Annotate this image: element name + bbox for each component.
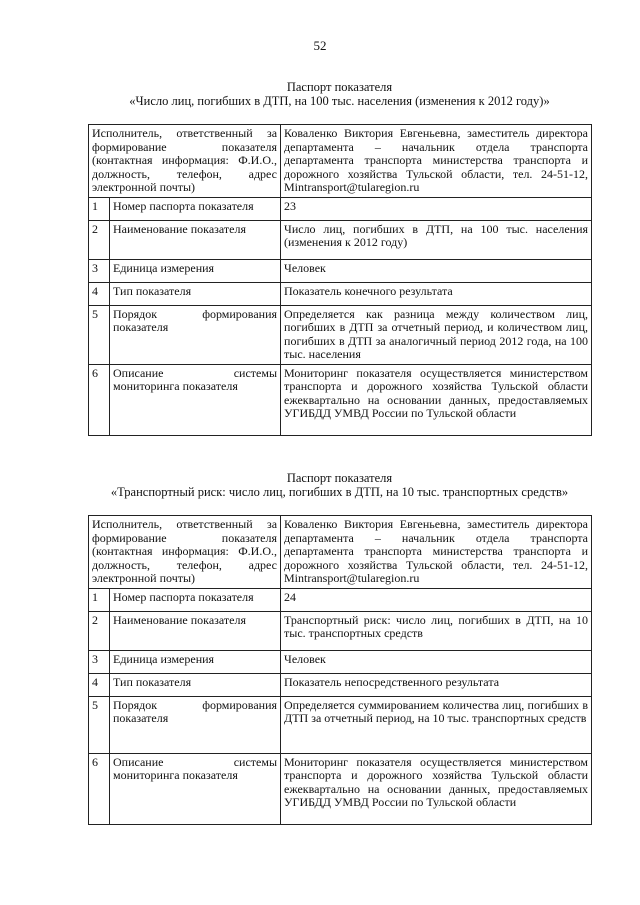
row-label: Описание системы мониторинга показателя — [110, 364, 281, 435]
table-row — [89, 282, 592, 305]
row-label: Наименование показателя — [110, 220, 281, 259]
row-number: 4 — [89, 282, 110, 305]
row-label: Описание системы мониторинга показателя — [110, 753, 281, 824]
passport-table — [88, 124, 592, 436]
passport-block-1 — [88, 80, 591, 436]
row-number: 2 — [89, 611, 110, 650]
row-label: Номер паспорта показателя — [110, 197, 281, 220]
row-label: Тип показателя — [110, 673, 281, 696]
row-value: Транспортный риск: число лиц, погибших в ДТП, на 10 тыс. транспортных средств — [281, 611, 592, 650]
table-row — [89, 753, 592, 824]
table-row — [89, 588, 592, 611]
table-row-executor — [89, 125, 592, 198]
executor-value: Коваленко Виктория Евгеньевна, заместитель директора департамента – начальник отдела транспорта департамента транспорта министерства транспорта и дорожного хозяйства Тульской области, тел. 24-51-12, Mintransport@tularegion.ru — [281, 516, 592, 589]
row-value: Показатель конечного результата — [281, 282, 592, 305]
passport-title: Паспорт показателя — [286, 80, 393, 94]
row-label: Тип показателя — [110, 282, 281, 305]
table-row — [89, 650, 592, 673]
table-row — [89, 220, 592, 259]
row-number: 6 — [89, 364, 110, 435]
row-number: 2 — [89, 220, 110, 259]
row-value: Определяется суммированием количества лиц, погибших в ДТП за отчетный период, на 10 тыс. транспортных средств — [281, 696, 592, 753]
passport-subtitle: «Транспортный риск: число лиц, погибших в ДТП, на 10 тыс. транспортных средств» — [110, 485, 569, 499]
row-number: 5 — [89, 696, 110, 753]
passport-block-2 — [88, 471, 591, 825]
table-row — [89, 364, 592, 435]
row-number: 5 — [89, 305, 110, 364]
passport-subtitle: «Число лиц, погибших в ДТП, на 100 тыс. населения (изменения к 2012 году)» — [129, 94, 550, 108]
executor-label: Исполнитель, ответственный за формирование показателя (контактная информация: Ф.И.О., должность, телефон, адрес электронной почты) — [89, 516, 281, 589]
row-number: 4 — [89, 673, 110, 696]
table-row — [89, 611, 592, 650]
executor-value: Коваленко Виктория Евгеньевна, заместитель директора департамента – начальник отдела транспорта департамента транспорта министерства транспорта и дорожного хозяйства Тульской области, тел. 24-51-12, Mintransport@tularegion.ru — [281, 125, 592, 198]
page-number: 52 — [313, 38, 327, 53]
table-row-executor — [89, 516, 592, 589]
table-row — [89, 259, 592, 282]
passport-table — [88, 515, 592, 825]
row-number: 3 — [89, 650, 110, 673]
row-label: Единица измерения — [110, 259, 281, 282]
table-row — [89, 197, 592, 220]
table-row — [89, 305, 592, 364]
row-label: Порядок формирования показателя — [110, 305, 281, 364]
row-label: Единица измерения — [110, 650, 281, 673]
row-value: Показатель непосредственного результата — [281, 673, 592, 696]
table-row — [89, 696, 592, 753]
passport-title: Паспорт показателя — [286, 471, 393, 485]
row-label: Номер паспорта показателя — [110, 588, 281, 611]
row-value: 24 — [281, 588, 592, 611]
row-value: Число лиц, погибших в ДТП, на 100 тыс. населения (изменения к 2012 году) — [281, 220, 592, 259]
row-value: Определяется как разница между количеством лиц, погибших в ДТП за отчетный период, и количеством лиц, погибших в ДТП за аналогичный период 2012 года, на 100 тыс. населения — [281, 305, 592, 364]
row-number: 3 — [89, 259, 110, 282]
row-label: Наименование показателя — [110, 611, 281, 650]
row-number: 6 — [89, 753, 110, 824]
executor-label: Исполнитель, ответственный за формирование показателя (контактная информация: Ф.И.О., должность, телефон, адрес электронной почты) — [89, 125, 281, 198]
row-value: Человек — [281, 650, 592, 673]
table-row — [89, 673, 592, 696]
row-number: 1 — [89, 197, 110, 220]
row-value: Человек — [281, 259, 592, 282]
row-value: Мониторинг показателя осуществляется министерством транспорта и дорожного хозяйства Тульской области ежеквартально на основании данных, предоставляемых УГИБДД УМВД России по Тульской области — [281, 364, 592, 435]
row-number: 1 — [89, 588, 110, 611]
row-value: Мониторинг показателя осуществляется министерством транспорта и дорожного хозяйства Тульской области ежеквартально на основании данных, предоставляемых УГИБДД УМВД России по Тульской области — [281, 753, 592, 824]
row-label: Порядок формирования показателя — [110, 696, 281, 753]
row-value: 23 — [281, 197, 592, 220]
